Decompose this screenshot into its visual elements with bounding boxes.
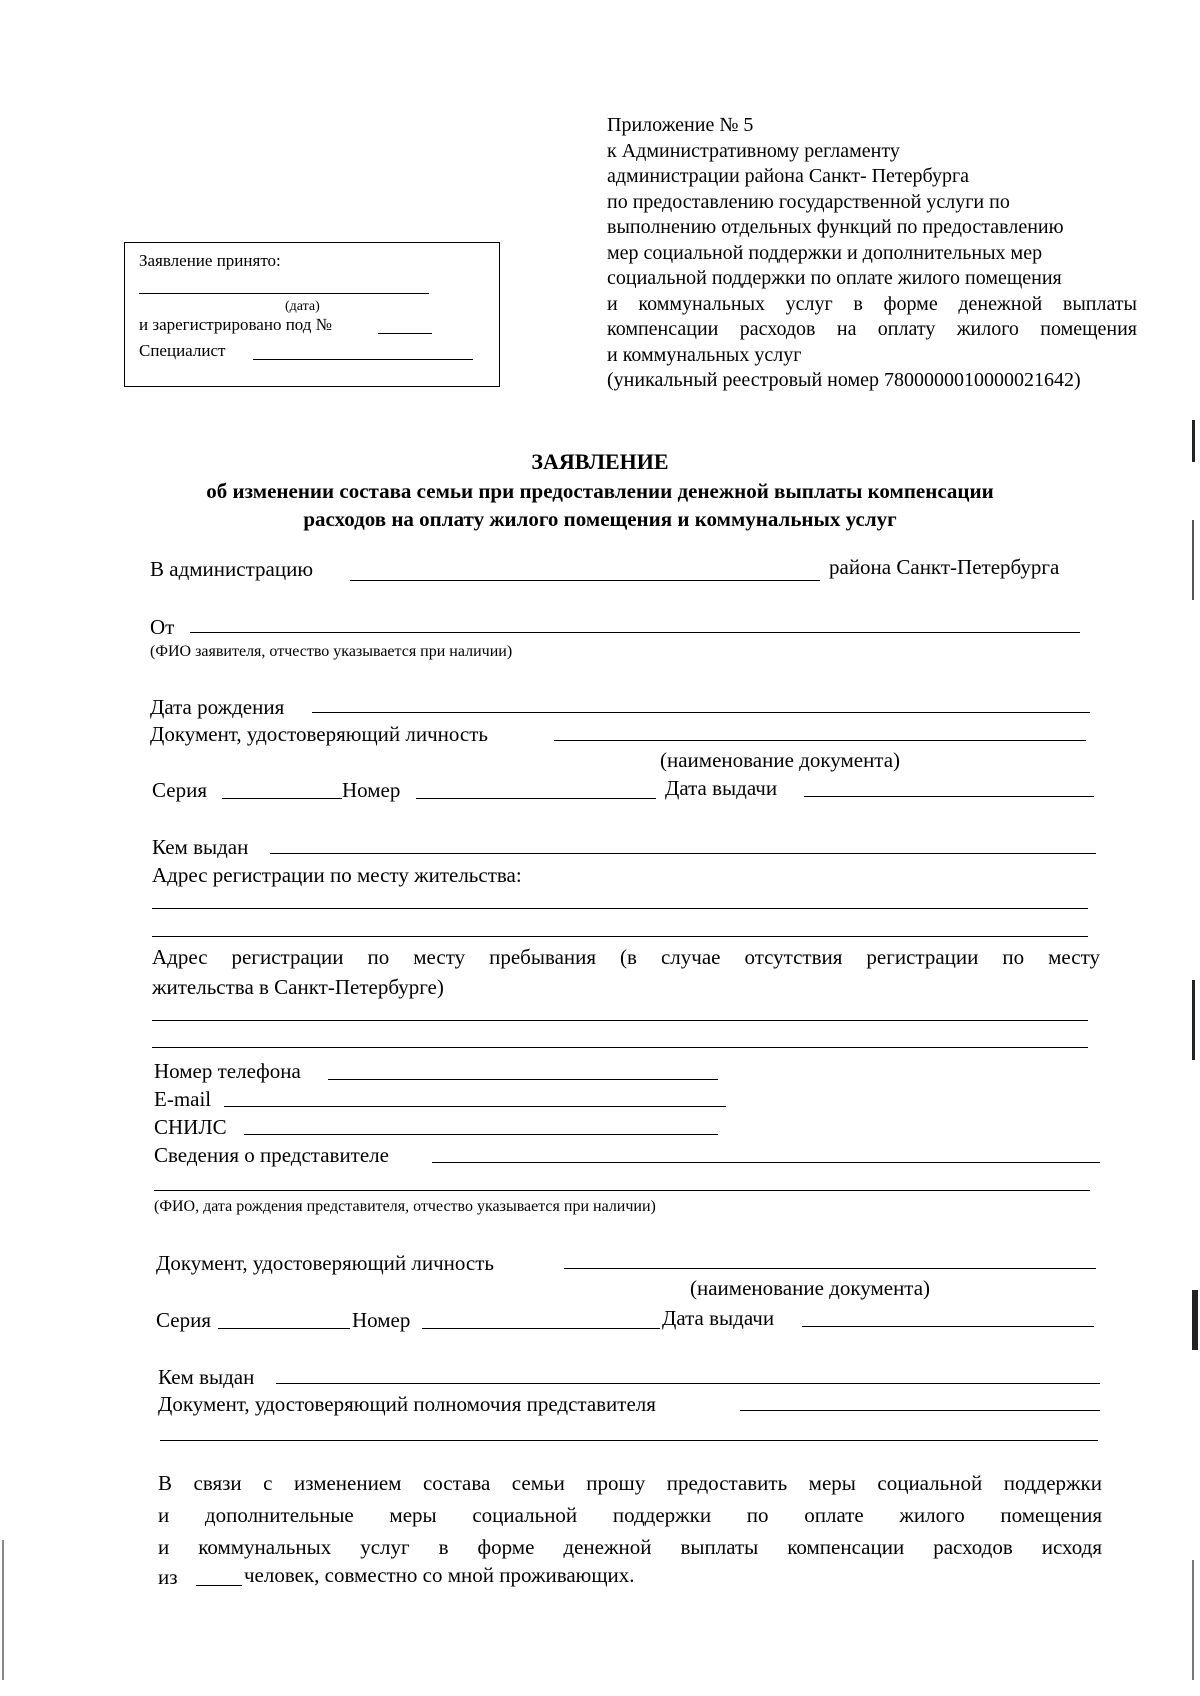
appendix-line: Приложение № 5 bbox=[607, 114, 754, 136]
appendix-line: и коммунальных услуг bbox=[607, 343, 802, 366]
rep-authority-doc-label: Документ, удостоверяющий полномочия представителя bbox=[158, 1392, 656, 1416]
residence-address-field-2[interactable] bbox=[152, 936, 1088, 937]
rep-number-field[interactable] bbox=[422, 1328, 660, 1329]
rep-authority-doc-field[interactable] bbox=[740, 1410, 1100, 1411]
snils-field[interactable] bbox=[244, 1134, 718, 1135]
representative-field-2[interactable] bbox=[154, 1190, 1090, 1191]
from-caption: (ФИО заявителя, отчество указывается при наличии) bbox=[150, 643, 513, 660]
snils-label: СНИЛС bbox=[154, 1115, 227, 1139]
stamp-date-caption: (дата) bbox=[285, 299, 320, 314]
rep-authority-doc-field-2[interactable] bbox=[160, 1440, 1098, 1441]
representative-caption: (ФИО, дата рождения представителя, отчество указывается при наличии) bbox=[154, 1198, 656, 1215]
request-line: В связи с изменением состава семьи прошу предоставить меры социальной поддержки bbox=[158, 1471, 1102, 1495]
residence-address-label: Адрес регистрации по месту жительства: bbox=[152, 863, 522, 887]
persons-count-field[interactable] bbox=[196, 1585, 242, 1586]
rep-id-document-label: Документ, удостоверяющий личность bbox=[156, 1251, 494, 1275]
issue-date-label: Дата выдачи bbox=[665, 776, 778, 800]
rep-issued-by-label: Кем выдан bbox=[158, 1365, 255, 1389]
email-field[interactable] bbox=[224, 1106, 726, 1107]
stay-address-field-2[interactable] bbox=[152, 1047, 1088, 1048]
doc-name-caption: (наименование документа) bbox=[660, 748, 901, 772]
rep-series-field[interactable] bbox=[218, 1328, 350, 1329]
request-line: и дополнительные меры социальной поддержки по оплате жилого помещения bbox=[158, 1503, 1102, 1527]
registration-stamp-box bbox=[124, 242, 500, 387]
scan-edge-mark bbox=[2, 1540, 4, 1680]
rep-series-label: Серия bbox=[156, 1308, 211, 1332]
document-subtitle: расходов на оплату жилого помещения и коммунальных услуг bbox=[303, 507, 897, 531]
to-admin-label: В администрацию bbox=[150, 557, 314, 581]
phone-label: Номер телефона bbox=[154, 1059, 301, 1083]
rep-issue-date-label: Дата выдачи bbox=[662, 1306, 775, 1330]
request-line: и коммунальных услуг в форме денежной выплаты компенсации расходов исходя bbox=[158, 1535, 1102, 1559]
request-line-suffix: человек, совместно со мной проживающих. bbox=[244, 1563, 635, 1587]
stamp-date-field[interactable] bbox=[139, 293, 429, 294]
document-title: ЗАЯВЛЕНИЕ bbox=[531, 449, 669, 474]
admin-field[interactable] bbox=[350, 580, 820, 581]
stamp-registered-label: и зарегистрировано под № bbox=[139, 315, 332, 334]
appendix-line: по предоставлению государственной услуги по bbox=[607, 190, 1010, 213]
appendix-line: и коммунальных услуг в форме денежной выплаты bbox=[607, 292, 1137, 315]
representative-label: Сведения о представителе bbox=[154, 1143, 389, 1167]
appendix-line: администрации района Санкт- Петербурга bbox=[607, 165, 970, 187]
from-label: От bbox=[150, 615, 175, 639]
appendix-line: мер социальной поддержки и дополнительных мер bbox=[607, 241, 1043, 264]
rep-doc-name-caption: (наименование документа) bbox=[690, 1276, 931, 1300]
appendix-line: (уникальный реестровый номер 7800000010000021642) bbox=[607, 369, 1081, 391]
rep-issue-date-field[interactable] bbox=[802, 1326, 1094, 1327]
stay-address-label: Адрес регистрации по месту пребывания (в случае отсутствия регистрации по месту bbox=[152, 945, 1100, 969]
issued-by-field[interactable] bbox=[270, 853, 1096, 854]
rep-number-label: Номер bbox=[352, 1308, 411, 1332]
stamp-specialist-label: Специалист bbox=[139, 341, 226, 360]
appendix-line: выполнению отдельных функций по предоставлению bbox=[607, 216, 1064, 238]
rep-id-document-field[interactable] bbox=[564, 1268, 1096, 1269]
stamp-accepted-label: Заявление принято: bbox=[139, 251, 281, 270]
residence-address-field-1[interactable] bbox=[152, 908, 1088, 909]
phone-field[interactable] bbox=[328, 1079, 718, 1080]
email-label: E-mail bbox=[154, 1087, 212, 1111]
scan-edge-mark bbox=[1192, 980, 1195, 1060]
scan-edge-mark bbox=[1192, 420, 1195, 462]
series-field[interactable] bbox=[222, 798, 342, 799]
id-document-label: Документ, удостоверяющий личность bbox=[150, 722, 488, 746]
document-subtitle: об изменении состава семьи при предоставлении денежной выплаты компенсации bbox=[206, 479, 994, 503]
scan-edge-mark bbox=[1192, 1290, 1198, 1350]
series-label: Серия bbox=[152, 778, 207, 802]
id-document-field[interactable] bbox=[554, 740, 1086, 741]
stay-address-field-1[interactable] bbox=[152, 1020, 1088, 1021]
number-field[interactable] bbox=[416, 798, 656, 799]
appendix-line: компенсации расходов на оплату жилого помещения bbox=[607, 318, 1137, 340]
appendix-line: социальной поддержки по оплате жилого помещения bbox=[607, 267, 1062, 289]
stamp-specialist-field[interactable] bbox=[253, 359, 473, 360]
scan-edge-mark bbox=[1192, 1560, 1194, 1680]
birth-date-field[interactable] bbox=[312, 712, 1090, 713]
appendix-line: к Административному регламенту bbox=[607, 139, 900, 162]
from-field[interactable] bbox=[190, 632, 1080, 633]
rep-issued-by-field[interactable] bbox=[276, 1383, 1100, 1384]
birth-date-label: Дата рождения bbox=[150, 695, 285, 719]
appendix-header bbox=[607, 113, 1137, 394]
issue-date-field[interactable] bbox=[804, 796, 1094, 797]
representative-field[interactable] bbox=[432, 1162, 1100, 1163]
district-label: района Санкт-Петербурга bbox=[829, 555, 1060, 579]
scan-edge-mark bbox=[1192, 520, 1194, 600]
stamp-reg-number-field[interactable] bbox=[378, 333, 432, 334]
stay-address-label-cont: жительства в Санкт-Петербурге) bbox=[152, 975, 444, 999]
number-label: Номер bbox=[342, 778, 401, 802]
issued-by-label: Кем выдан bbox=[152, 835, 249, 859]
request-line-prefix: из bbox=[158, 1565, 178, 1589]
